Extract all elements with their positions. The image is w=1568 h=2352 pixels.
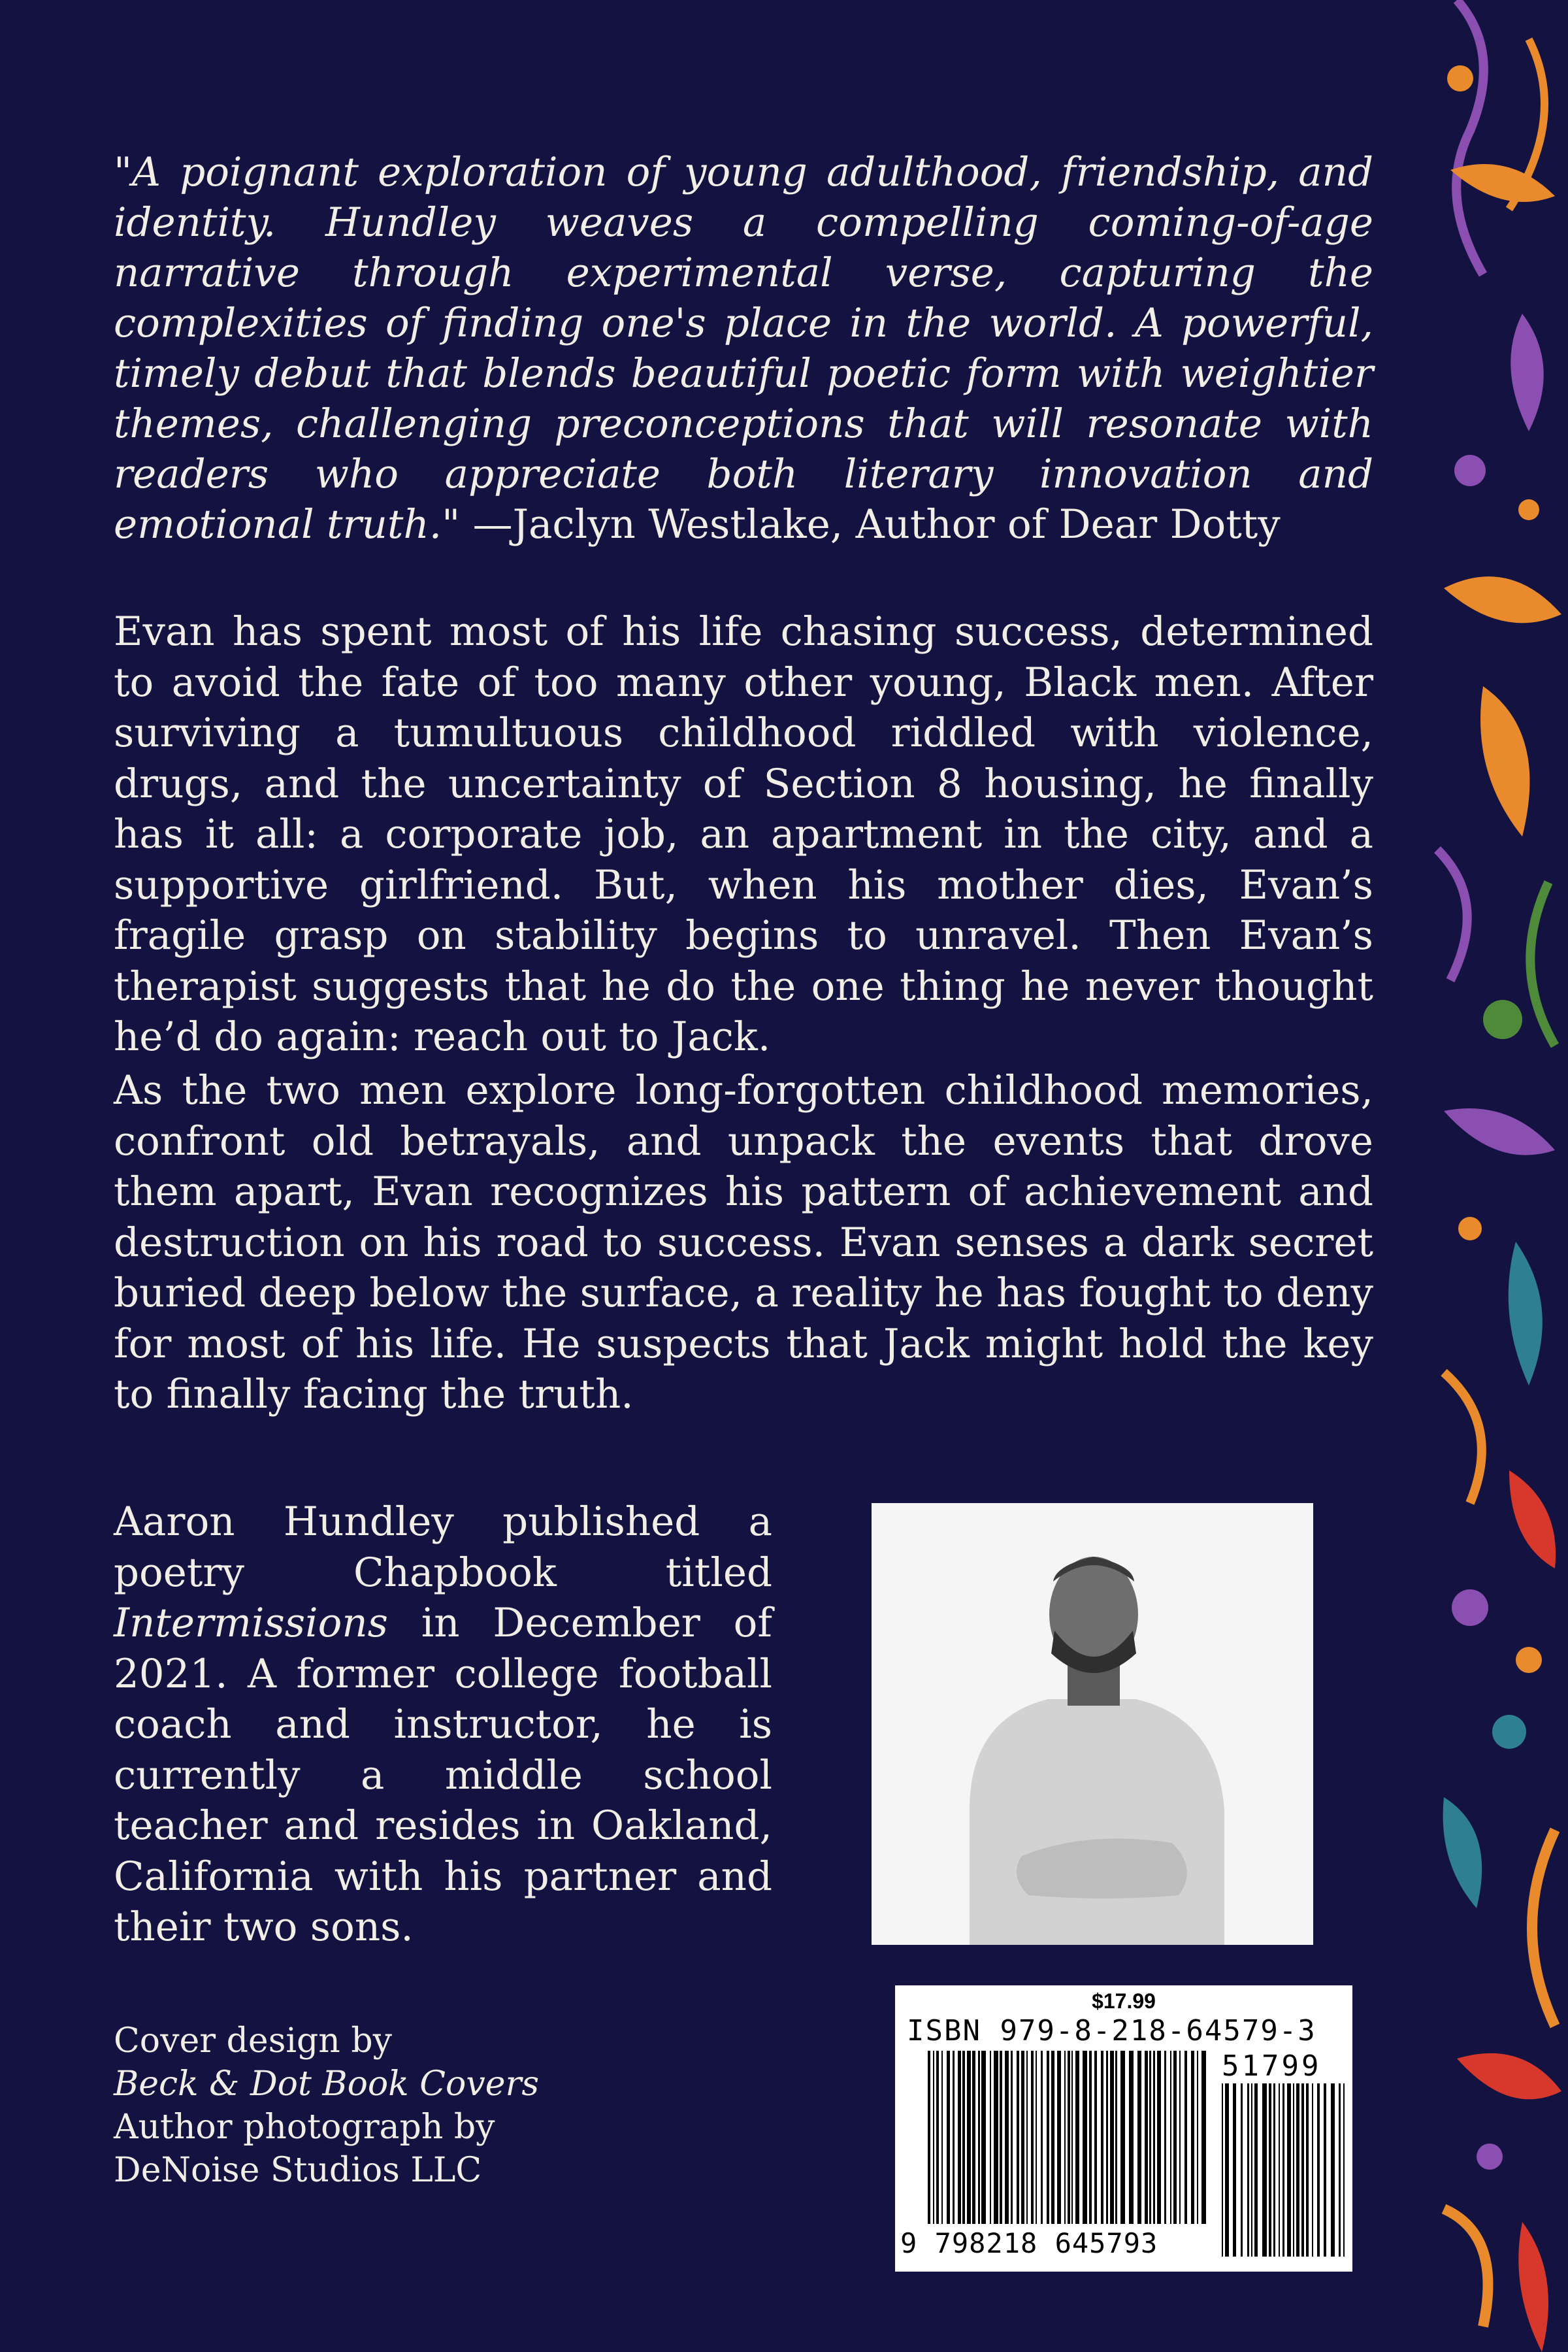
barcode-bar	[1120, 2051, 1125, 2224]
barcode-bar	[1110, 2051, 1114, 2224]
addon-bar	[1317, 2083, 1320, 2257]
endorsement-quote	[114, 147, 1373, 550]
floral-ornament-border	[1431, 0, 1568, 2352]
addon-bar	[1279, 2083, 1280, 2257]
addon-bar	[1312, 2083, 1313, 2257]
barcode	[895, 1985, 1352, 2272]
addon-bar	[1306, 2083, 1309, 2257]
addon-bar	[1233, 2083, 1236, 2257]
barcode-bar	[981, 2051, 986, 2224]
barcode-bar	[947, 2051, 950, 2224]
barcode-bar	[972, 2051, 975, 2224]
addon-bar	[1251, 2083, 1252, 2257]
barcode-bar	[936, 2051, 939, 2224]
barcode-bar	[1021, 2051, 1024, 2224]
credits	[114, 2019, 702, 2192]
barcode-bar	[1153, 2051, 1155, 2224]
barcode-bar	[1011, 2051, 1013, 2224]
barcode-bar	[962, 2051, 965, 2224]
addon-bar	[1273, 2083, 1275, 2257]
addon-bar	[1293, 2083, 1294, 2257]
barcode-bar	[1197, 2051, 1198, 2224]
barcode-bar	[941, 2051, 943, 2224]
synopsis-paragraph-1: Evan has spent most of his life chasing success, determined to avoid the fate of too many other young, Black men. After surviving a tumultuous childhood riddled with violence, drugs, and the uncertainty of Section 8 housing, he finally has it all: a corporate job, an apartment in the city, and a supportive girlfriend. But, when his mother dies, Evan’s fragile grasp on stability begins to unravel. Then Evan’s therapist suggests that he do the one thing he never thought he’d do again: reach out to Jack.	[114, 608, 1373, 1060]
addon-bar	[1241, 2083, 1243, 2257]
barcode-bar	[1201, 2051, 1206, 2224]
addon-bar	[1287, 2083, 1291, 2257]
addon-bar	[1331, 2083, 1335, 2257]
barcode-bar	[1149, 2051, 1151, 2224]
addon-bar	[1282, 2083, 1284, 2257]
quote-text: "A poignant exploration of young adulthood, friendship, and identity. Hundley weaves a compelling coming-of-age narrative through experimental verse, capturing the complexities of finding one's place in the world. A powerful, timely debut that blends beautiful poetic form with weightier themes, challenging preconceptions that will resonate with readers who appreciate both literary innovation and emotional truth."	[114, 149, 1373, 548]
barcode-bar	[1041, 2051, 1043, 2224]
barcode-bar	[994, 2051, 998, 2224]
addon-bar	[1269, 2083, 1271, 2257]
barcode-bar	[1071, 2051, 1073, 2224]
barcode-bar	[1057, 2051, 1061, 2224]
author-bio	[114, 1497, 772, 1953]
addon-bar	[1225, 2083, 1229, 2257]
barcode-bar	[1017, 2051, 1019, 2224]
quote-attribution: —Jaclyn Westlake, Author of Dear Dotty	[460, 501, 1281, 548]
author-photo	[872, 1503, 1313, 1945]
barcode-bar	[1170, 2051, 1171, 2224]
barcode-bar	[1157, 2051, 1161, 2224]
barcode-bar	[953, 2051, 955, 2224]
author-portrait-illustration	[872, 1503, 1313, 1945]
barcode-bar	[1068, 2051, 1070, 2224]
barcode-bar	[1031, 2051, 1034, 2224]
addon-bar	[1343, 2083, 1345, 2257]
barcode-bar	[1064, 2051, 1066, 2224]
photographer: DeNoise Studios LLC	[114, 2151, 482, 2190]
barcode-bar	[1137, 2051, 1141, 2224]
barcode-bar	[933, 2051, 934, 2224]
barcode-bar	[1164, 2051, 1166, 2224]
addon-bar	[1339, 2083, 1341, 2257]
addon-bar	[1254, 2083, 1258, 2257]
bio-text-end: in December of 2021. A former college football coach and instructor, he is currently a middle school teacher and resides in Oakland, California with his partner and their two sons.	[114, 1600, 772, 1950]
barcode-bar	[1036, 2051, 1037, 2224]
barcode-bar	[1184, 2051, 1187, 2224]
addon-bar	[1296, 2083, 1299, 2257]
barcode-bar	[990, 2051, 991, 2224]
photo-credit-label: Author photograph by	[114, 2108, 495, 2147]
barcode-bar	[1026, 2051, 1028, 2224]
isbn-text: ISBN 979-8-218-64579-3	[907, 2014, 1316, 2047]
barcode-bar	[1083, 2051, 1087, 2224]
floral-ornament	[1437, 0, 1561, 2352]
barcode-bar	[928, 2051, 930, 2224]
barcode-bar	[1145, 2051, 1148, 2224]
barcode-bar	[978, 2051, 980, 2224]
barcode-bar	[967, 2051, 971, 2224]
barcode-bar	[1094, 2051, 1097, 2224]
barcode-bar	[1179, 2051, 1181, 2224]
bio-book-title: Intermissions	[114, 1600, 388, 1646]
barcode-bar	[958, 2051, 961, 2224]
barcode-bar	[1051, 2051, 1054, 2224]
barcode-bar	[1106, 2051, 1108, 2224]
price: $17.99	[1092, 1989, 1156, 2013]
barcode-bar	[1191, 2051, 1194, 2224]
barcode-bar	[1115, 2051, 1117, 2224]
barcode-bar	[1101, 2051, 1103, 2224]
barcode-bar	[1129, 2051, 1134, 2224]
addon-bar	[1262, 2083, 1267, 2257]
barcode-bar	[1089, 2051, 1092, 2224]
cover-designer: Beck & Dot Book Covers	[114, 2064, 540, 2104]
barcode-bar	[1173, 2051, 1177, 2224]
synopsis-paragraph-2: As the two men explore long-forgotten childhood memories, confront old betrayals, and unpack the events that drove them apart, Evan recognizes his pattern of achievement and destruction on his road to success. Evan senses a dark secret buried deep below the surface, a reality he has fought to deny for most of his life. He suspects that Jack might hold the key to finally facing the truth.	[114, 1067, 1373, 1417]
price-addon-digits: 51799	[1222, 2049, 1322, 2083]
bio-text-start: Aaron Hundley published a poetry Chapbook titled	[114, 1499, 772, 1596]
barcode-bar	[1005, 2051, 1009, 2224]
ean-digits: 9 798218 645793	[900, 2227, 1158, 2259]
barcode-bar	[1047, 2051, 1049, 2224]
addon-bar	[1324, 2083, 1326, 2257]
cover-design-label: Cover design by	[114, 2021, 392, 2061]
addon-bar	[1301, 2083, 1304, 2257]
addon-bar	[1247, 2083, 1249, 2257]
addon-bar	[1222, 2083, 1223, 2257]
barcode-bar	[1000, 2051, 1002, 2224]
barcode-bar	[1075, 2051, 1079, 2224]
